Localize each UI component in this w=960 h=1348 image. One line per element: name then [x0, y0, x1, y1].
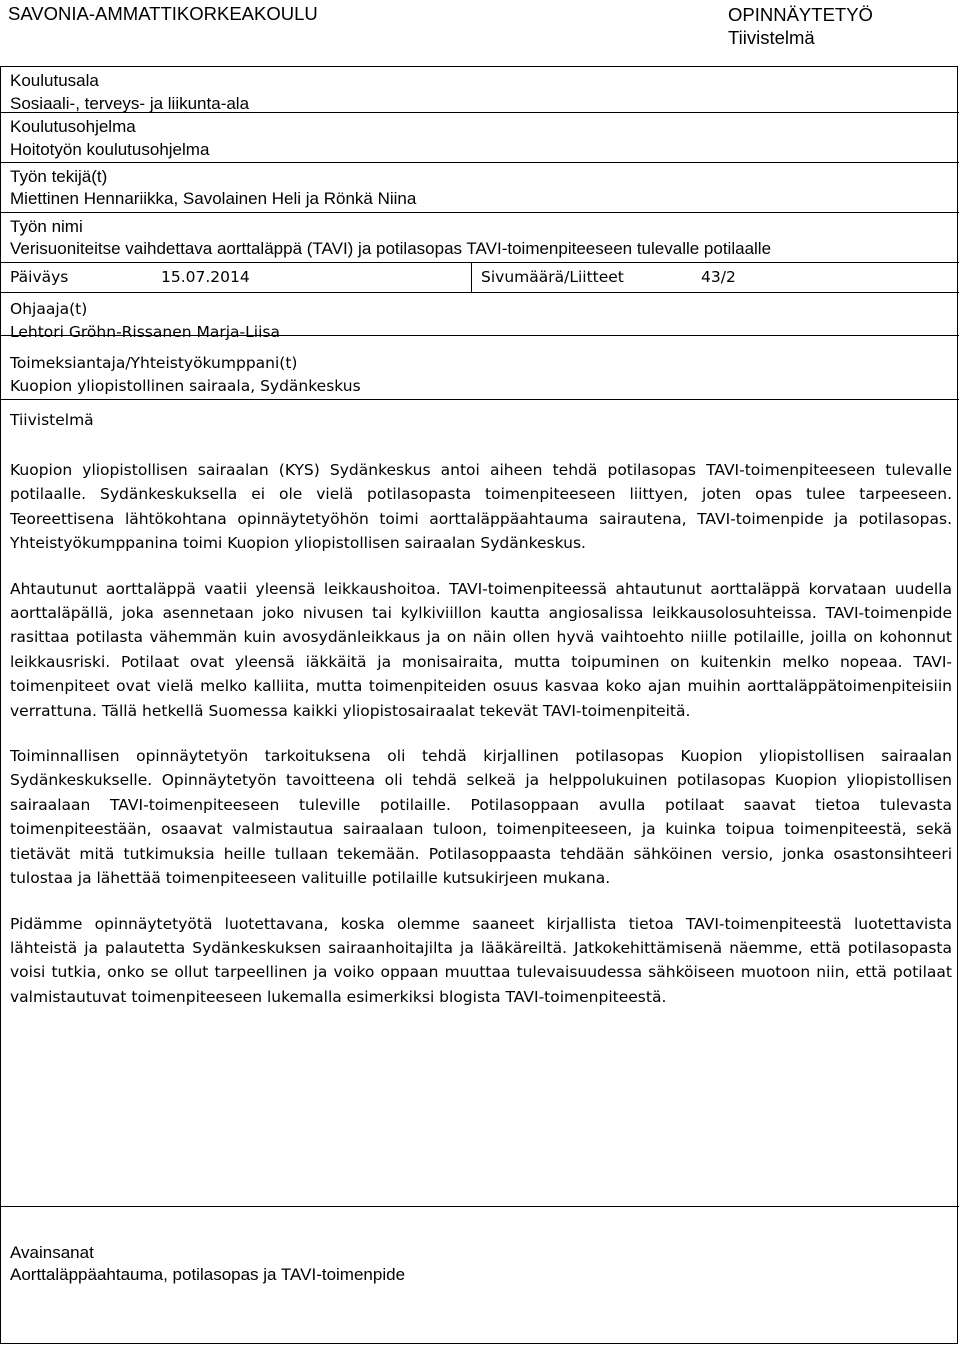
- document-type-title: OPINNÄYTETYÖ: [728, 4, 873, 25]
- field-value-paivays: 15.07.2014: [161, 268, 250, 286]
- abstract-paragraph: Toiminnallisen opinnäytetyön tarkoituksena oli tehdä kirjallinen potilasopas Kuopion yliopistollisen sairaalan Sydänkeskukselle. Opinnäytetyön tavoitteena oli tehdä selkeä ja helppolukuinen potilasopas Kuopion yliopistollisen sairaalaan TAVI-toimenpiteeseen tuleville potilaille. Potilasoppaan avulla potilaat saavat tietoa tulevasta toimenpiteestään, osaavat valmistautua sairaalaan tuloon, toimenpiteeseen, ja kuinka toipua toimenpiteestä, sekä tietävät mitä tutkimuksia heille tullaan tekemään. Potilasoppaasta tehdään sähköinen versio, jonka osastonsihteeri tulostaa ja lähettää toimenpiteeseen valituille potilaille kutsukirjeen mukana.: [10, 747, 952, 888]
- field-label-tyon-nimi: Työn nimi: [10, 217, 83, 236]
- field-label-avainsanat: Avainsanat: [10, 1243, 94, 1262]
- field-label-koulutusala: Koulutusala: [10, 71, 99, 90]
- field-value-tekijat: Miettinen Hennariikka, Savolainen Heli ja Rönkä Niina: [10, 189, 417, 208]
- section-title-tiivistelma: Tiivistelmä: [10, 411, 94, 429]
- field-label-sivumaara: Sivumäärä/Liitteet: [481, 268, 624, 286]
- abstract-paragraph: Kuopion yliopistollisen sairaalan (KYS) Sydänkeskus antoi aiheen tehdä potilasopas TAVI-toimenpiteeseen tulevalle potilaalle. Sydänkeskuksella ei ole vielä potilasopasta toimenpiteeseen liittyen, joten opas tulee tarpeeseen. Teoreettisena lähtökohtana opinnäytetyöhön toimi aorttaläppäahtauma sairautena, TAVI-toimenpide ja potilasopas. Yhteistyökumppanina toimi Kuopion yliopistollisen sairaalan Sydänkeskus.: [10, 461, 952, 553]
- field-label-tekijat: Työn tekijä(t): [10, 167, 108, 186]
- divider-line: [1, 262, 959, 263]
- field-label-toimeksiantaja: Toimeksiantaja/Yhteistyökumppani(t): [10, 354, 298, 372]
- field-label-koulutusohjelma: Koulutusohjelma: [10, 117, 136, 136]
- field-value-sivumaara: 43/2: [701, 268, 736, 286]
- institution-name: SAVONIA-AMMATTIKORKEAKOULU: [8, 3, 318, 24]
- field-value-koulutusala: Sosiaali-, terveys- ja liikunta-ala: [10, 94, 250, 113]
- abstract-body: [10, 458, 952, 1009]
- field-value-tyon-nimi: Verisuoniteitse vaihdettava aorttaläppä (TAVI) ja potilasopas TAVI-toimenpiteeseen tulevalle potilaalle: [10, 239, 772, 258]
- divider-line: [1, 292, 959, 293]
- divider-line: [1, 399, 959, 400]
- field-label-ohjaaja: Ohjaaja(t): [10, 300, 88, 318]
- abstract-paragraph: Pidämme opinnäytetyötä luotettavana, koska olemme saaneet kirjallista tietoa TAVI-toimenpiteestä luotettavista lähteistä ja palautetta Sydänkeskuksen sairaanhoitajilta ja lääkäreiltä. Jatkokehittämisenä näemme, että potilasopasta voisi tutkia, onko se ollut tarpeellinen ja voiko oppaan muuttaa tulevaisuudessa sähköiseen muotoon niin, että potilaat valmistautuvat toimenpiteeseen lukemalla esimerkiksi blogista TAVI-toimenpiteestä.: [10, 914, 952, 1006]
- divider-line: [1, 212, 959, 213]
- document-type: [728, 3, 873, 49]
- divider-line: [471, 262, 472, 292]
- field-value-ohjaaja: Lehtori Gröhn-Rissanen Marja-Liisa: [10, 323, 280, 341]
- field-value-toimeksiantaja: Kuopion yliopistollinen sairaala, Sydänkeskus: [10, 377, 361, 395]
- abstract-paragraph: Ahtautunut aorttaläppä vaatii yleensä leikkaushoitoa. TAVI-toimenpiteessä ahtautunut aorttaläppä korvataan uudella aorttaläpällä, joka asennetaan joko nivusen tai kylkiviillon kautta angiosalissa leikkausolosuhteissa. TAVI-toimenpide rasittaa potilasta vähemmän kuin avosydänleikkaus ja on näin ollen hyvä vaihtoehto niille potilaille, joilla on kohonnut leikkausriski. Potilaat ovat yleensä iäkkäitä ja monisairaita, mutta toipuminen on kuitenkin melko nopeaa. TAVI-toimenpiteet ovat vielä melko kalliita, mutta toimenpiteiden osuus kasvaa koko ajan muihin aorttaläppätoimenpiteisiin verrattuna. Tällä hetkellä Suomessa kaikki yliopistosairaalat tekevät TAVI-toimenpiteitä.: [10, 579, 952, 720]
- field-value-koulutusohjelma: Hoitotyön koulutusohjelma: [10, 140, 210, 159]
- document-type-subtitle: Tiivistelmä: [728, 27, 815, 48]
- abstract-form: [0, 66, 958, 1344]
- divider-line: [1, 162, 959, 163]
- divider-line: [1, 1206, 959, 1207]
- field-label-paivays: Päiväys: [10, 268, 69, 286]
- field-value-avainsanat: Aorttaläppäahtauma, potilasopas ja TAVI-toimenpide: [10, 1265, 406, 1284]
